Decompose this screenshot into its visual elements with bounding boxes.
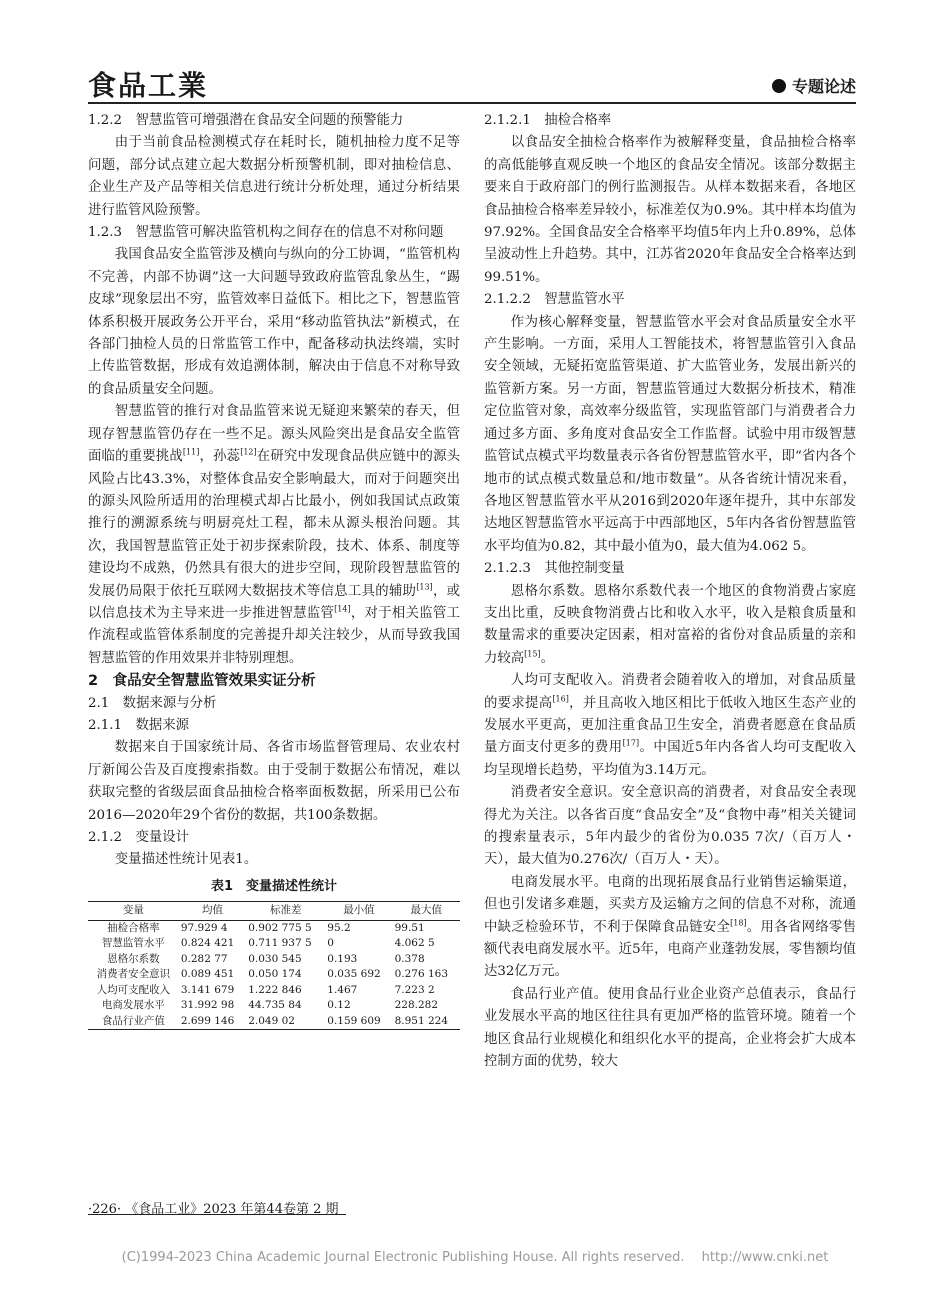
heading-2-1-1: 2.1.1 数据来源 bbox=[88, 717, 190, 733]
paragraph: 食品行业产值。使用食品行业企业资产总值表示，食品行业发展水平高的地区往往具有更加严格的监管环境。随着一个地区食品行业规模化和组织化水平的提高，企业将会扩大成本控制方面的优势，较大 bbox=[484, 986, 856, 1070]
paragraph: 我国食品安全监管涉及横向与纵向的分工协调，“监管机构不完善，内部不协调”这一大问题导致政府监管乱象丛生，“踢皮球”现象层出不穷，监管效率日益低下。相比之下，智慧监管体系积极开展政务公开平台，采用“移动监管执法”新模式，在各部门抽检人员的日常监管工作中，配备移动执法终端，实时上传监管数据，形成有效追溯体制，解决由于信息不对称导致的食品质量安全问题。 bbox=[88, 247, 460, 397]
value-cell: 44.735 84 bbox=[248, 999, 302, 1012]
citation: [12] bbox=[240, 447, 257, 457]
paragraph: 人均可支配收入。消费者会随着收入的增加，对食品质量的要求提高[16]，并且高收入地区相比于低收入地区生态产业的发展水平更高，更加注重食品卫生安全，消费者愿意在食品质量方面支付更多的费用[17]。中国近5年内各省人均可支配收入均呈现增长趋势，平均值为3.14万元。 bbox=[484, 673, 857, 778]
value-cell: 0.711 937 5 bbox=[248, 937, 312, 950]
paragraph: 电商发展水平。电商的出现拓展食品行业销售运输渠道，但也引发诸多难题，买卖方及运输方之间的信息不对称，流通中缺乏检验环节，不利于保障食品链安全[18]。用各省网络零售额代表电商发展水平。近5年，电商产业蓬勃发展，零售额均值达32亿万元。 bbox=[484, 874, 857, 980]
value-cell: 8.951 224 bbox=[393, 1014, 460, 1030]
page-number: ·226· bbox=[88, 1202, 122, 1217]
heading-2-1-2-2: 2.1.2.2 智慧监管水平 bbox=[484, 292, 625, 308]
citation: [17] bbox=[622, 738, 640, 748]
citation: [13] bbox=[416, 582, 433, 592]
value-cell: 3.141 679 bbox=[180, 983, 235, 996]
value-cell: 0.824 421 bbox=[180, 937, 235, 950]
value-cell: 0.089 451 bbox=[180, 968, 235, 981]
value-cell: 1.467 bbox=[327, 983, 358, 996]
col-header: 最大值 bbox=[393, 902, 460, 921]
heading-2: 2 食品安全智慧监管效果实证分析 bbox=[88, 673, 316, 690]
table-row bbox=[88, 936, 460, 952]
bullet-dot-icon bbox=[772, 79, 786, 93]
value-cell: 0.378 bbox=[394, 952, 425, 965]
heading-2-1-2-1: 2.1.2.1 抽检合格率 bbox=[484, 113, 612, 128]
citation: [16] bbox=[552, 694, 569, 704]
paragraph: 消费者安全意识。安全意识高的消费者，对食品安全表现得尤为关注。以各省百度“食品安全”及“食物中毒”相关关键词的搜索量表示，5年内最少的省份为0.035 7次/（百万人・天），最大值为0.276次/（百万人・天）。 bbox=[484, 785, 856, 868]
table-row bbox=[88, 967, 460, 983]
section-tag bbox=[772, 74, 856, 97]
value-cell: 2.049 02 bbox=[246, 1014, 325, 1030]
value-cell: 0.030 545 bbox=[248, 952, 302, 965]
variable-name-cell: 恩格尔系数 bbox=[107, 952, 160, 965]
value-cell: 97.929 4 bbox=[180, 921, 228, 934]
col-header: 均值 bbox=[179, 902, 246, 921]
value-cell: 0.276 163 bbox=[394, 968, 449, 981]
paragraph: 作为核心解释变量，智慧监管水平会对食品质量安全水平产生影响。一方面，采用人工智能技术，将智慧监管引入食品安全领域，无疑拓宽监管渠道、扩大监管业务，发展出新兴的监管新方案。另一方面，智慧监管通过大数据分析技术，精准定位监管对象，高效率分级监管，实现监管部门与消费者合力通过多方面、多角度对食品安全工作监督。试验中用市级智慧监管试点模式平均数量表示各省份智慧监管水平，即“省内各个地市的试点模式数量总和/地市数量”。从各省统计情况来看，各地区智慧监管水平从2016到2020年逐年提升，其中东部发达地区智慧监管水平远高于中西部地区，5年内各省份智慧监管水平均值为0.82，其中最小值为0，最大值为4.062 5。 bbox=[484, 314, 856, 554]
variable-name-cell: 食品行业产值 bbox=[88, 1014, 179, 1030]
variable-name-cell: 人均可支配收入 bbox=[96, 983, 171, 996]
header-divider bbox=[88, 102, 856, 104]
value-cell: 99.51 bbox=[394, 921, 425, 934]
value-cell: 228.282 bbox=[394, 999, 439, 1012]
paragraph: 由于当前食品检测模式存在耗时长，随机抽检力度不足等问题，部分试点建立起大数据分析预警机制，即对抽检信息、企业生产及产品等相关信息进行统计分析处理，通过分析结果进行监管风险预警。 bbox=[88, 135, 460, 218]
value-cell: 7.223 2 bbox=[394, 983, 435, 996]
table-row bbox=[88, 983, 460, 999]
value-cell: 4.062 5 bbox=[394, 937, 435, 950]
table-row bbox=[88, 998, 460, 1014]
value-cell: 0.035 692 bbox=[327, 968, 381, 981]
journal-logo: 食品工業 bbox=[88, 69, 209, 102]
section-tag-label: 专题论述 bbox=[791, 77, 856, 96]
paragraph: 数据来自于国家统计局、各省市场监督管理局、农业农村厅新闻公告及百度搜索指数。由于受制于数据公布情况，难以获取完整的省级层面食品抽检合格率面板数据，所采用已公布2016—2020年29个省份的数据，共100条数据。 bbox=[88, 740, 460, 823]
right-column bbox=[484, 110, 856, 1073]
variable-name-cell: 抽检合格率 bbox=[107, 921, 160, 934]
value-cell: 31.992 98 bbox=[180, 999, 235, 1012]
table-row bbox=[88, 920, 460, 936]
value-cell: 0.282 77 bbox=[180, 952, 228, 965]
table-header-row bbox=[88, 902, 460, 921]
value-cell: 95.2 bbox=[327, 921, 351, 934]
value-cell: 0.12 bbox=[327, 999, 351, 1012]
journal-citation: 《食品工业》2023 年第44卷第 2 期 bbox=[125, 1202, 339, 1217]
table-title: 表1 变量描述性统计 bbox=[210, 878, 338, 894]
value-cell: 0.193 bbox=[327, 952, 358, 965]
footer-divider bbox=[88, 1214, 346, 1215]
col-header: 变量 bbox=[88, 902, 179, 921]
stats-table bbox=[88, 901, 460, 1030]
col-header: 最小值 bbox=[325, 902, 392, 921]
heading-1-2-2: 1.2.2 智慧监管可增强潜在食品安全问题的预警能力 bbox=[88, 113, 404, 128]
paragraph: 以食品安全抽检合格率作为被解释变量，食品抽检合格率的高低能够直观反映一个地区的食品安全情况。该部分数据主要来自于政府部门的例行监测报告。从样本数据来看，各地区食品抽检合格率差异较小，标准差仅为0.9%。其中样本均值为97.92%。全国食品安全合格率平均值5年内上升0.89%，总体呈波动性上升趋势。其中，江苏省2020年食品安全合格率达到99.51%。 bbox=[484, 135, 856, 285]
table-row bbox=[88, 1014, 460, 1030]
value-cell: 0.902 775 5 bbox=[248, 921, 312, 934]
left-column bbox=[88, 110, 460, 1030]
value-cell: 1.222 846 bbox=[248, 983, 302, 996]
variable-name-cell: 消费者安全意识 bbox=[96, 968, 171, 981]
heading-1-2-3: 1.2.3 智慧监管可解决监管机构之间存在的信息不对称问题 bbox=[88, 225, 444, 241]
col-header: 标准差 bbox=[246, 902, 325, 921]
citation: [14] bbox=[334, 604, 351, 614]
heading-2-1-2: 2.1.2 变量设计 bbox=[88, 830, 190, 845]
citation: [11] bbox=[182, 447, 200, 457]
table-row bbox=[88, 952, 460, 968]
variable-name-cell: 电商发展水平 bbox=[101, 999, 165, 1012]
value-cell: 0.050 174 bbox=[248, 968, 302, 981]
citation: [18] bbox=[730, 918, 747, 928]
paragraph: 变量描述性统计见表1。 bbox=[114, 852, 258, 868]
value-cell: 2.699 146 bbox=[179, 1014, 246, 1030]
value-cell: 0.159 609 bbox=[325, 1014, 392, 1030]
variable-name-cell: 智慧监管水平 bbox=[101, 937, 165, 950]
copyright-notice: (C)1994-2023 China Academic Journal Electronic Publishing House. All rights reserved. http://www.cnki.net bbox=[121, 1250, 829, 1265]
value-cell: 0 bbox=[327, 937, 334, 950]
heading-2-1: 2.1 数据来源与分析 bbox=[88, 695, 217, 711]
heading-2-1-2-3: 2.1.2.3 其他控制变量 bbox=[484, 561, 625, 577]
citation: [15] bbox=[524, 649, 541, 659]
paragraph: 智慧监管的推行对食品监管来说无疑迎来繁荣的春天，但现存智慧监管仍存在一些不足。源头风险突出是食品安全监管面临的重要挑战[11]，孙蕊[12]在研究中发现食品供应链中的源头风险占比43.3%，对整体食品安全影响最大，而对于问题突出的源头风险所适用的治理模式却占比最小，例如我国试点政策推行的溯源系统与明厨亮灶工程，都未从源头根治问题。其次，我国智慧监管正处于初步探索阶段，技术、体系、制度等建设均不成熟，仍然具有很大的进步空间，现阶段智慧监管的发展仍局限于依托互联网大数据技术等信息工具的辅助[13]，或以信息技术为主导来进一步推进智慧监管[14]，对于相关监管工作流程或监管体系制度的完善提升却关注较少，从而导致我国智慧监管的作用效果并非特别理想。 bbox=[88, 404, 461, 666]
paragraph: 恩格尔系数。恩格尔系数代表一个地区的食物消费占家庭支出比重，反映食物消费占比和收入水平，收入是粮食质量和数量需求的重要决定因素，相对富裕的省份对食品质量的亲和力较高[15]。 bbox=[484, 583, 856, 666]
